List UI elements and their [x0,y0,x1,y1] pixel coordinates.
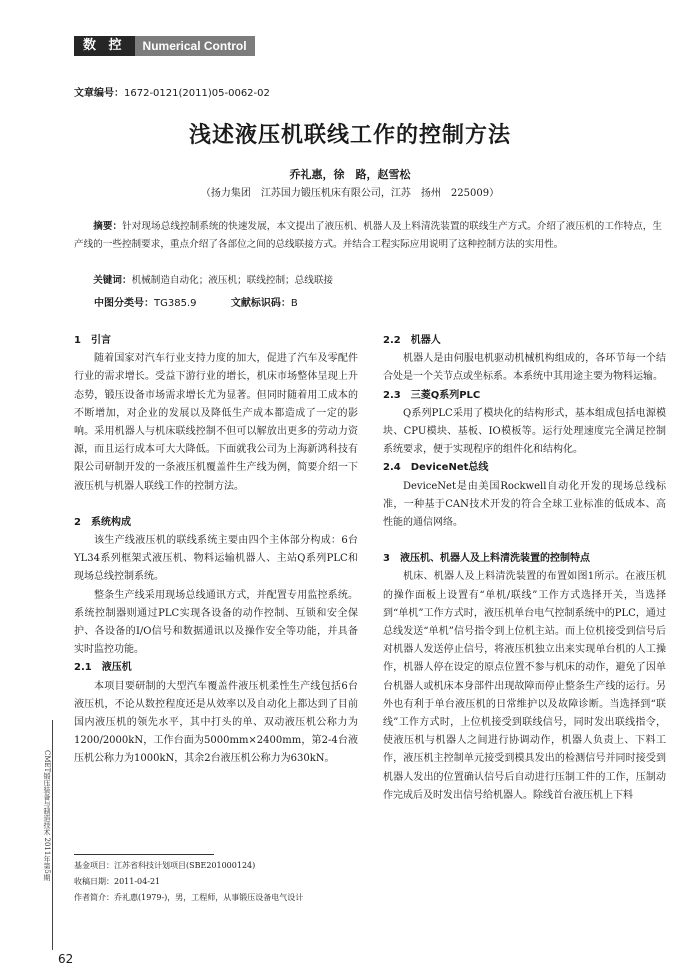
abstract [74,218,662,254]
section-1-para: 随着国家对汽车行业支持力度的加大，促进了汽车及零配件行业的需求增长。受益下游行业的增长，机床市场整体呈现上升态势，锻压设备市场需求增长尤为显著。但同时随着用工成本的不断增加，对企业的发展以及降低生产成本都造成了一定的影响。采用机器人与机床联线控制不但可以解放出更多的劳动力资源，而且运行成本可大大降低。下面就我公司为上海新鸿科技有限公司研制开发的一条液压机覆盖件生产线为例，简要介绍一下液压机与机器人联线工作的控制方法。 [74,353,358,492]
keywords-label: 关键词： [93,275,132,286]
keywords [74,272,681,286]
section-2-1-title: 2.1 液压机 [74,662,132,674]
footnote-fund: 基金项目：江苏省科技计划项目(SBE201000124) [74,861,256,870]
section-2-1-para: 本项目要研制的大型汽车覆盖件液压机柔性生产线包括6台液压机，不论从数控程度还是从效率以及自动化上都达到了目前国内液压机的领先水平，其中打头的单、双动液压机公称力为1200/2000kN，工作台面为5000mm×2400mm，第2-4台液压机公称力为1000kN，其余2台液压机公称力为630kN。 [74,680,358,765]
footnote-rule [74,854,214,855]
section-2-3-para: Q系列PLC采用了模块化的结构形式，基本组成包括电源模块、CPU模块、基板、IO模板等。运行处理速度完全满足控制系统要求，便于实现程序的组件化和结构化。 [383,407,666,456]
article-number-value: 1672-0121(2011)05-0062-02 [124,88,270,99]
classification [74,294,682,309]
section-2-title: 2 系统构成 [74,516,131,528]
footnote-received: 收稿日期：2011-04-21 [74,877,161,886]
section-3-title: 3 液压机、机器人及上料清洗装置的控制特点 [383,553,590,565]
paper-title: 浅述液压机联线工作的控制方法 [188,123,511,148]
abstract-text: 针对现场总线控制系统的快速发展，本文提出了液压机、机器人及上料清洗装置的联线生产方式。介绍了液压机的工作特点，生产线的一些控制要求，重点介绍了各部位之间的总线联接方式。并结合工程实际应用说明了这种控制方法的实用性。 [74,221,663,250]
footnote-author: 作者简介：乔礼惠(1979-)，男，工程师，从事锻压设备电气设计 [74,893,304,902]
abstract-label: 摘要： [93,221,123,232]
section-1-title: 1 引言 [74,335,111,346]
affiliation: （扬力集团 江苏国力锻压机床有限公司，江苏 扬州 225009） [200,188,500,199]
section-header-en: Numerical Control [135,36,255,56]
doc-code-label: 文献标识码： [230,298,291,309]
sidebar-rule [52,720,53,950]
page-number: 62 [58,952,74,966]
section-2-para-2: 整条生产线采用现场总线通讯方式，并配置专用监控系统。系统控制器则通过PLC实现各设备的动作控制、互锁和安全保护、各设备的I/O信号和数据通讯以及操作安全等功能，并具备实时监控功能。 [74,589,358,656]
section-3-para: 机床、机器人及上料清洗装置的布置如图1所示。在液压机的操作面板上设置有“单机/联线”工作方式选择开关，当选择到“单机”工作方式时，液压机单台电气控制系统中的PLC，通过总线发送“单机”信号指令到上位机主站。而上位机接受到信号后对机器人发送停止信号，将液压机独立出来实现单台机的人工操作，机器人停在设定的原点位置不参与机床的动作，避免了因单台机器人或机床本身部件出现故障而停止整条生产线的运行。另外也有利于单台液压机的日常维护以及故障诊断。当选择到“联线”工作方式时，上位机接受到联线信号，同时发出联线指令，使液压机与机器人之间进行协调动作，机器人负责上、下料工作，液压机主控制单元接受到模具发出的检测信号并同时接受到机器人发出的位置确认信号后自动进行压制工件的工作，压制动作完成后及时发出信号给机器人。除线首台液压机上下料 [383,571,666,801]
article-number-label: 文章编号： [74,88,124,99]
section-2-4-para: DeviceNet是由美国Rockwell自动化开发的现场总线标准，一种基于CAN技术开发的符合全球工业标准的低成本、高性能的通信网络。 [383,480,666,529]
right-column [383,332,666,805]
section-header [74,36,255,56]
section-header-cn: 数 控 [74,36,135,56]
doc-code-value: B [290,298,298,309]
footnote [74,858,358,906]
section-2-2-para: 机器人是由伺服电机驱动机械机构组成的，各环节每一个结合处是一个关节点或坐标系。本系统中其用途主要为物料运输。 [383,353,666,383]
sidebar-journal-text: CMET锻压装备与制造技术 2011年第5期 [43,750,51,881]
section-2-para-1: 该生产线液压机的联线系统主要由四个主体部分构成：6台YL34系列框架式液压机、物料运输机器人、主站Q系列PLC和现场总线控制系统。 [74,535,358,583]
section-2-2-title: 2.2 机器人 [383,335,441,346]
article-number [74,84,270,99]
section-2-4-title: 2.4 DeviceNet总线 [383,462,489,474]
keywords-text: 机械制造自动化；液压机；联线控制；总线联接 [131,275,334,286]
authors: 乔礼惠，徐 路，赵雪松 [289,168,411,181]
clc-label: 中图分类号： [94,298,154,309]
section-2-3-title: 2.3 三菱Q系列PLC [383,389,481,401]
left-column [74,332,358,769]
clc-value: TG385.9 [154,298,197,309]
